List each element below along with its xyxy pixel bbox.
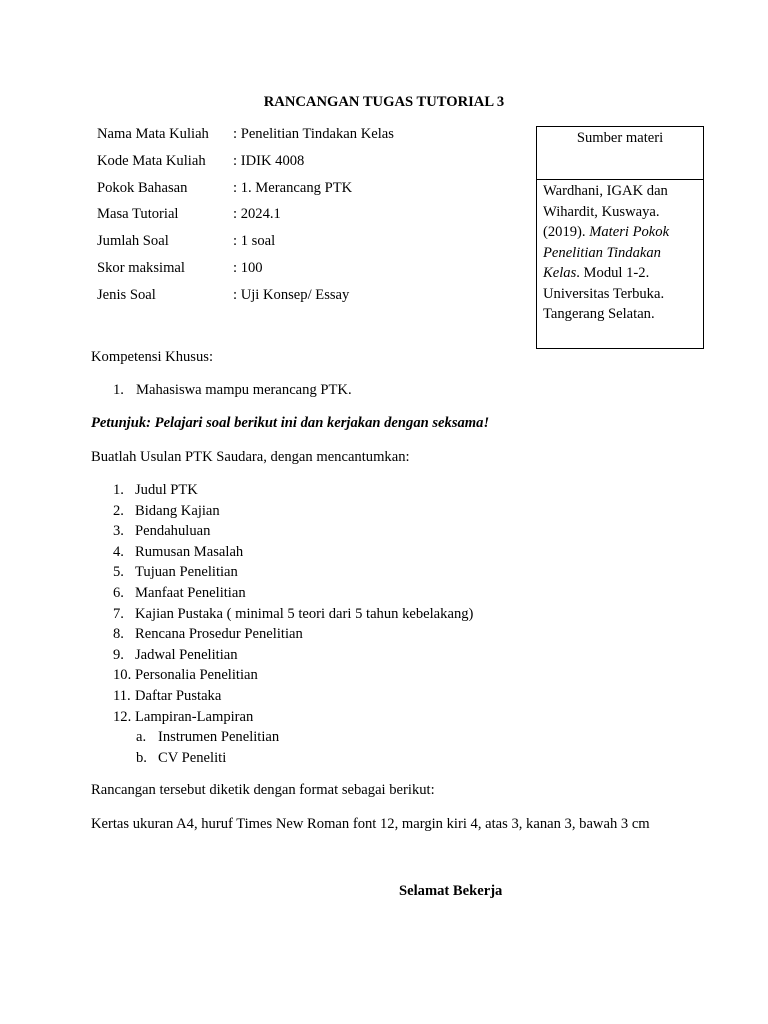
info-row-course-code	[97, 151, 394, 178]
kompetensi-heading: Kompetensi Khusus:	[91, 349, 214, 365]
list-text: Daftar Pustaka	[135, 687, 222, 704]
document-title: RANCANGAN TUGAS TUTORIAL 3	[263, 94, 505, 110]
kompetensi-text: Mahasiswa mampu merancang PTK.	[136, 382, 352, 398]
format-details: Kertas ukuran A4, huruf Times New Roman font 12, margin kiri 4, atas 3, kanan 3, bawah 3 cm	[91, 816, 650, 832]
info-label: Jenis Soal	[97, 286, 156, 303]
list-text: Rencana Prosedur Penelitian	[135, 626, 303, 643]
list-text: Manfaat Penelitian	[135, 584, 246, 601]
list-text: Bidang Kajian	[135, 502, 220, 519]
info-row-max-score	[97, 258, 394, 285]
list-number: 3.	[113, 523, 124, 540]
list-number: 9.	[113, 646, 124, 663]
list-number: 7.	[113, 605, 124, 622]
requirements-list	[91, 480, 473, 768]
kompetensi-item	[113, 380, 352, 400]
list-item	[91, 521, 473, 542]
info-row-question-count	[97, 231, 394, 258]
format-intro: Rancangan tersebut diketik dengan format sebagai berikut:	[91, 782, 435, 798]
list-text: Judul PTK	[135, 482, 198, 498]
info-row-question-type	[97, 285, 394, 312]
info-value: : 1. Merancang PTK	[233, 179, 353, 196]
info-label: Skor maksimal	[97, 259, 185, 276]
list-item	[91, 686, 473, 707]
sub-list-item	[136, 748, 473, 769]
list-text: Rumusan Masalah	[135, 543, 244, 560]
info-value: : 2024.1	[233, 206, 281, 223]
info-label: Jumlah Soal	[97, 233, 169, 250]
sub-list-text: CV Peneliti	[158, 749, 227, 766]
list-number: 12.	[113, 708, 132, 725]
list-number: 2.	[113, 502, 124, 519]
sub-list-item	[136, 727, 473, 748]
source-book-title: Materi Pokok Penelitian Tindakan Kelas	[543, 224, 670, 281]
list-item	[91, 562, 473, 583]
list-number: 1.	[113, 482, 124, 498]
sub-list-letter: a.	[136, 729, 147, 746]
info-value: : Penelitian Tindakan Kelas	[233, 126, 394, 142]
info-value: : 100	[233, 259, 263, 276]
source-header: Sumber materi	[537, 127, 703, 180]
list-text: Pendahuluan	[135, 523, 211, 540]
sub-list-text: Instrumen Penelitian	[158, 729, 280, 746]
source-material-box	[536, 126, 704, 349]
list-item	[91, 665, 473, 686]
list-number: 4.	[113, 543, 124, 560]
list-text: Lampiran-Lampiran	[135, 708, 254, 725]
instruction-hint: Petunjuk: Pelajari soal berikut ini dan kerjakan dengan seksama!	[91, 415, 490, 431]
closing-text: Selamat Bekerja	[399, 883, 503, 899]
list-text: Jadwal Penelitian	[135, 646, 238, 663]
list-number: 6.	[113, 584, 124, 601]
list-item	[91, 480, 473, 501]
source-authors: Wardhani, IGAK dan Wihardit, Kuswaya. (2019).	[543, 183, 668, 240]
list-item	[91, 604, 473, 625]
source-reference	[537, 180, 703, 325]
list-item	[91, 501, 473, 522]
info-value: : Uji Konsep/ Essay	[233, 286, 350, 303]
list-number: 8.	[113, 626, 124, 643]
task-instruction: Buatlah Usulan PTK Saudara, dengan mencantumkan:	[91, 449, 410, 465]
sub-list-letter: b.	[136, 749, 147, 766]
info-label: Pokok Bahasan	[97, 179, 188, 196]
info-row-course-name	[97, 124, 394, 151]
kompetensi-number: 1.	[113, 382, 124, 398]
list-item	[91, 583, 473, 604]
info-label: Nama Mata Kuliah	[97, 126, 209, 142]
list-text: Personalia Penelitian	[135, 667, 258, 684]
list-text: Kajian Pustaka ( minimal 5 teori dari 5 tahun kebelakang)	[135, 605, 474, 622]
info-value: : IDIK 4008	[233, 152, 305, 169]
source-publisher: . Modul 1-2. Universitas Terbuka. Tangerang Selatan.	[543, 265, 665, 322]
list-item	[91, 624, 473, 645]
info-label: Kode Mata Kuliah	[97, 152, 206, 169]
course-info	[97, 124, 394, 312]
info-value: : 1 soal	[233, 233, 276, 250]
list-text: Tujuan Penelitian	[135, 564, 238, 581]
info-row-tutorial-period	[97, 204, 394, 231]
list-item	[91, 542, 473, 563]
list-number: 10.	[113, 667, 132, 684]
info-label: Masa Tutorial	[97, 206, 179, 223]
list-item	[91, 645, 473, 666]
list-number: 5.	[113, 564, 124, 581]
list-item	[91, 707, 473, 728]
info-row-topic	[97, 178, 394, 205]
list-number: 11.	[113, 687, 131, 704]
